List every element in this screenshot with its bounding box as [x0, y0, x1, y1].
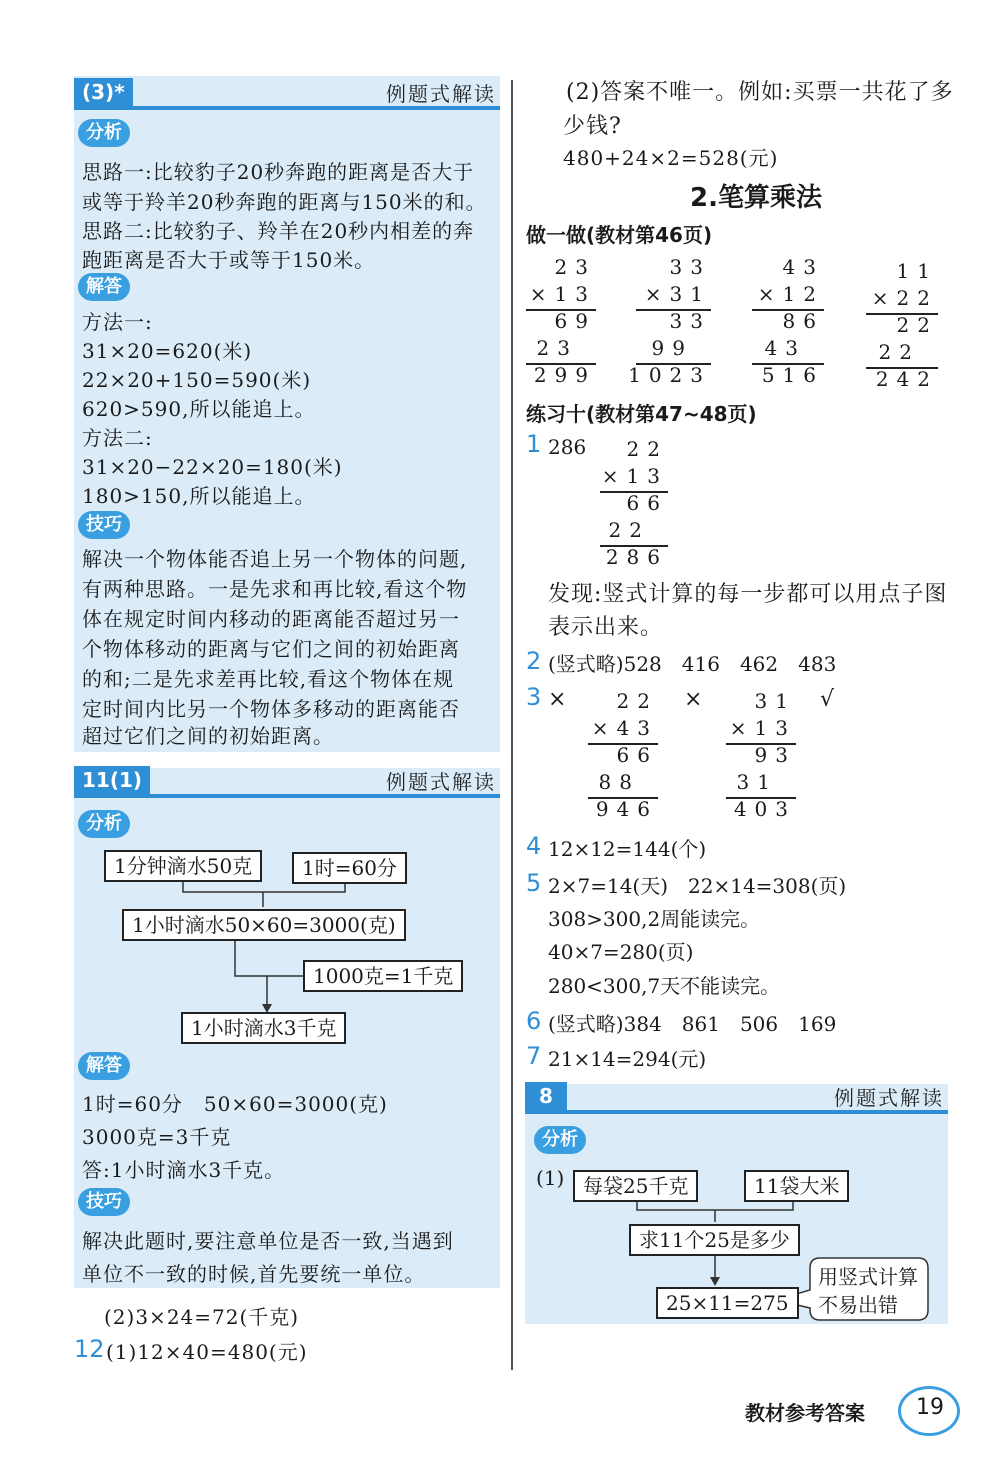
diagram-box-5: 1小时滴水3千克	[181, 1012, 346, 1044]
text-line: 的和;二是先求差再比较,看这个物体在规	[82, 667, 455, 691]
calc-line: 1023	[628, 363, 711, 387]
calc-line: 22	[878, 340, 920, 364]
text-line: 方法二:	[82, 426, 153, 450]
text-line: 发现:竖式计算的每一步都可以用点子图	[548, 582, 948, 607]
analysis-badge: 分析	[78, 810, 130, 838]
calc-line: 33	[669, 309, 711, 333]
analysis-badge: 分析	[78, 119, 130, 147]
answer-badge: 解答	[78, 1052, 130, 1080]
diagram-box-1: 1分钟滴水50克	[104, 850, 262, 882]
calc-line: 22	[608, 518, 650, 542]
question-number: 3	[526, 683, 542, 711]
diagram-box-4: 25×11=275	[656, 1287, 799, 1319]
calc-line: 11	[896, 259, 938, 283]
calc-line: ×31	[644, 282, 711, 306]
calc-line: 22	[626, 437, 668, 461]
callout-line: 不易出错	[818, 1293, 898, 1317]
calc-line: 99	[651, 336, 693, 360]
text-line: 3000克=3千克	[82, 1125, 232, 1149]
calc-line: 66	[616, 743, 658, 767]
text-line: (竖式略)528 416 462 483	[548, 652, 837, 676]
text-line: 31×20=620(米)	[82, 339, 253, 363]
diagram-box-3: 求11个25是多少	[629, 1224, 800, 1256]
calc-line: ×43	[591, 716, 658, 740]
calc-line: 33	[669, 255, 711, 279]
text-line: 定时间内比另一个物体多移动的距离能否	[82, 697, 460, 721]
calc-line: 516	[761, 363, 824, 387]
section-label: 例题式解读	[386, 82, 496, 106]
calc-line: 31	[736, 770, 778, 794]
text-line: 12×12=144(个)	[548, 837, 707, 861]
text-line: 40×7=280(页)	[548, 940, 694, 964]
calc-line: 242	[875, 367, 938, 391]
calc-line: ×13	[729, 716, 796, 740]
text-line: (1)12×40=480(元)	[106, 1340, 308, 1364]
text-line: 个物体移动的距离与它们之间的初始距离	[82, 637, 460, 661]
calc-line: 403	[733, 797, 796, 821]
callout-line: 用竖式计算	[818, 1265, 918, 1289]
mark: √	[820, 687, 835, 712]
section-tag: 11(1)	[74, 766, 150, 794]
text-line: (2)答案不唯一。例如:买票一共花了多	[566, 80, 954, 105]
calc-line: 22	[616, 689, 658, 713]
text-line: 480+24×2=528(元)	[563, 146, 779, 170]
subsection-title: 练习十(教材第47~48页)	[526, 402, 757, 426]
section-tag: 8	[525, 1082, 567, 1110]
text-line: 表示出来。	[548, 615, 664, 640]
section-tag: (3)*	[74, 78, 133, 106]
diagram-box-4: 1000克=1千克	[303, 960, 463, 992]
question-number: 6	[526, 1007, 542, 1035]
diagram-box-1: 每袋25千克	[573, 1170, 698, 1202]
text-line: 180>150,所以能追上。	[82, 484, 316, 508]
section-label: 例题式解读	[834, 1086, 944, 1110]
text-line: 或等于羚羊20秒奔跑的距离与150米的和。	[82, 190, 487, 214]
text-line: 跑距离是否大于或等于150米。	[82, 248, 376, 272]
calc-line: 69	[554, 309, 596, 333]
section-label: 例题式解读	[386, 770, 496, 794]
text-line: 有两种思路。一是先求和再比较,看这个物	[82, 577, 468, 601]
text-line: 308>300,2周能读完。	[548, 907, 761, 931]
calc-line: 31	[754, 689, 796, 713]
calc-line: 286	[605, 545, 668, 569]
section-title: 2.笔算乘法	[690, 183, 822, 213]
text-line: 1时=60分 50×60=3000(克)	[82, 1092, 388, 1116]
calc-line: 23	[554, 255, 596, 279]
question-number: 5	[526, 869, 542, 897]
text-line: 超过它们之间的初始距离。	[82, 724, 334, 748]
question-number: 2	[526, 647, 542, 675]
text-line: 解决此题时,要注意单位是否一致,当遇到	[82, 1229, 454, 1253]
calc-line: 93	[754, 743, 796, 767]
calc-line: 299	[533, 363, 596, 387]
text-line: 31×20−22×20=180(米)	[82, 455, 343, 479]
text-line: (1)	[536, 1166, 565, 1190]
answer-value: 286	[548, 435, 587, 459]
text-line: 2×7=14(天) 22×14=308(页)	[548, 874, 847, 898]
calc-line: ×22	[871, 286, 938, 310]
text-line: 体在规定时间内移动的距离能否超过另一	[82, 607, 460, 631]
analysis-badge: 分析	[534, 1126, 586, 1154]
text-line: 280<300,7天不能读完。	[548, 974, 781, 998]
question-number: 12	[74, 1335, 105, 1363]
calc-line: 88	[598, 770, 640, 794]
calc-line: 22	[896, 313, 938, 337]
text-line: 思路一:比较豹子20秒奔跑的距离是否大于	[82, 160, 475, 184]
text-line: 21×14=294(元)	[548, 1047, 707, 1071]
diagram-box-2: 11袋大米	[744, 1170, 849, 1202]
page-number: 19	[916, 1395, 944, 1420]
calc-line: 43	[782, 255, 824, 279]
text-line: 22×20+150=590(米)	[82, 368, 312, 392]
diagram-box-3: 1小时滴水50×60=3000(克)	[122, 909, 406, 941]
calc-line: 946	[595, 797, 658, 821]
text-line: 少钱?	[563, 114, 622, 139]
footer-title: 教材参考答案	[745, 1401, 865, 1425]
text-line: 方法一:	[82, 310, 153, 334]
calc-line: 43	[764, 336, 806, 360]
text-line: 解决一个物体能否追上另一个物体的问题,	[82, 547, 468, 571]
answer-badge: 解答	[78, 273, 130, 301]
tip-badge: 技巧	[78, 1188, 130, 1216]
text-line: (2)3×24=72(千克)	[104, 1305, 300, 1329]
text-line: 答:1小时滴水3千克。	[82, 1158, 286, 1182]
mark: ×	[548, 687, 567, 712]
calc-line: 23	[536, 336, 578, 360]
question-number: 1	[526, 430, 542, 458]
text-line: 单位不一致的时候,首先要统一单位。	[82, 1262, 426, 1286]
tip-badge: 技巧	[78, 511, 130, 539]
calc-line: 66	[626, 491, 668, 515]
calc-line: 86	[782, 309, 824, 333]
text-line: 思路二:比较豹子、羚羊在20秒内相差的奔	[82, 219, 475, 243]
text-line: (竖式略)384 861 506 169	[548, 1012, 837, 1036]
mark: ×	[684, 687, 703, 712]
question-number: 4	[526, 832, 542, 860]
text-line: 620>590,所以能追上。	[82, 397, 316, 421]
calc-line: ×12	[757, 282, 824, 306]
calc-line: ×13	[601, 464, 668, 488]
diagram-box-2: 1时=60分	[292, 852, 407, 884]
calc-line: ×13	[529, 282, 596, 306]
question-number: 7	[526, 1042, 542, 1070]
subsection-title: 做一做(教材第46页)	[526, 223, 713, 247]
